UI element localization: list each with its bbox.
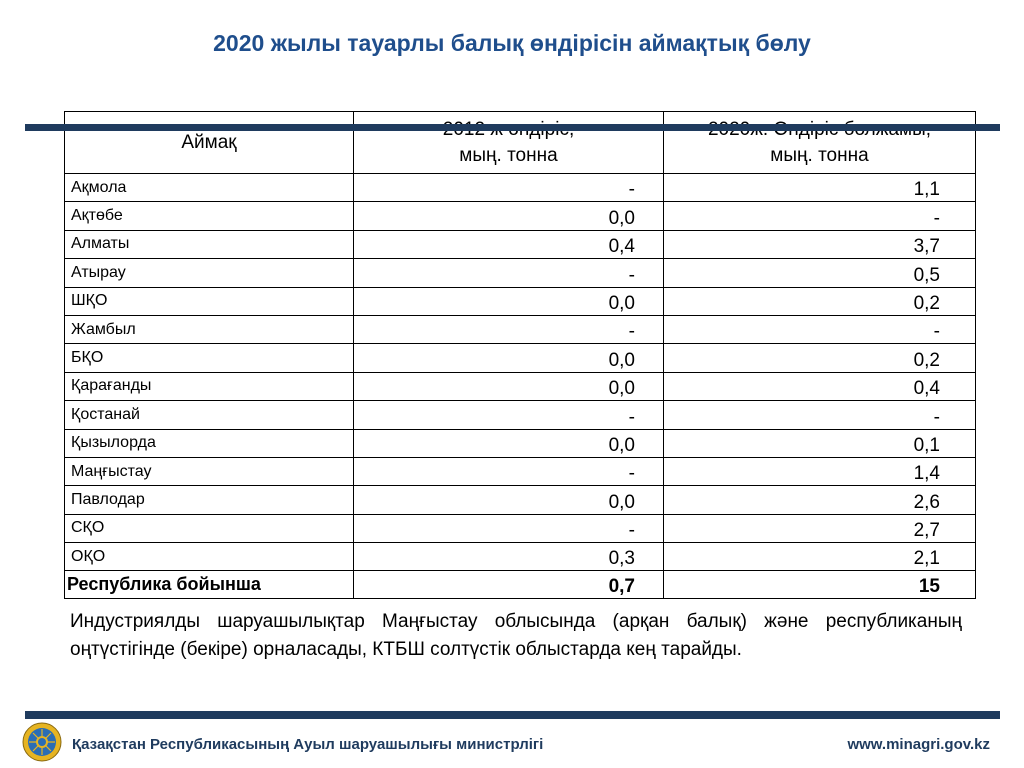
cell-2020: 3,7: [664, 230, 976, 258]
cell-2012: 0,0: [354, 202, 664, 230]
table-row: [65, 401, 976, 429]
cell-2012: -: [354, 174, 664, 202]
cell-2020: 0,2: [664, 287, 976, 315]
cell-2020: -: [664, 315, 976, 343]
bottom-divider-bar: [25, 711, 1000, 719]
cell-2012: -: [354, 259, 664, 287]
cell-region: Ақтөбе: [65, 202, 354, 230]
header-2020-line2: мың. тонна: [770, 144, 869, 166]
cell-2020: -: [664, 401, 976, 429]
cell-2012: -: [354, 315, 664, 343]
cell-region: Қарағанды: [65, 372, 354, 400]
cell-region: Жамбыл: [65, 315, 354, 343]
table-row: [65, 259, 976, 287]
cell-2012: 0,0: [354, 344, 664, 372]
cell-2020: 0,1: [664, 429, 976, 457]
cell-total-2012: 0,7: [354, 571, 664, 599]
cell-region: Павлодар: [65, 486, 354, 514]
table-row: [65, 344, 976, 372]
header-2012-line2: мың. тонна: [459, 144, 558, 166]
cell-region: БҚО: [65, 344, 354, 372]
table-row: [65, 287, 976, 315]
cell-2020: 0,5: [664, 259, 976, 287]
table-header-row: [65, 112, 976, 174]
header-2020: [664, 112, 976, 174]
table-row: [65, 457, 976, 485]
cell-2020: 2,6: [664, 486, 976, 514]
table-row: [65, 486, 976, 514]
cell-2020: 2,1: [664, 543, 976, 571]
cell-region: Қостанай: [65, 401, 354, 429]
top-divider-bar: [25, 124, 1000, 131]
cell-2012: -: [354, 457, 664, 485]
cell-2020: 2,7: [664, 514, 976, 542]
cell-2012: -: [354, 401, 664, 429]
cell-2020: 0,2: [664, 344, 976, 372]
page-title: 2020 жылы тауарлы балық өндірісін аймақтық бөлу: [213, 30, 811, 56]
cell-region: СҚО: [65, 514, 354, 542]
cell-2020: 1,1: [664, 174, 976, 202]
cell-region: Алматы: [65, 230, 354, 258]
cell-2020: 0,4: [664, 372, 976, 400]
table-row: [65, 315, 976, 343]
ministry-name: Қазақстан Республикасының Ауыл шаруашылығы министрлігі: [72, 736, 544, 753]
cell-total-2020: 15: [664, 571, 976, 599]
cell-2012: 0,0: [354, 486, 664, 514]
cell-region: ШҚО: [65, 287, 354, 315]
header-region: Аймақ: [65, 112, 354, 174]
table-row: [65, 543, 976, 571]
cell-2012: 0,4: [354, 230, 664, 258]
table-total-row: [65, 571, 976, 599]
table-row: [65, 429, 976, 457]
state-emblem-icon: [22, 722, 62, 762]
production-table: [64, 111, 976, 599]
table-row: [65, 202, 976, 230]
cell-region: Қызылорда: [65, 429, 354, 457]
cell-2012: 0,3: [354, 543, 664, 571]
table-row: [65, 514, 976, 542]
header-2012: [354, 112, 664, 174]
cell-2012: 0,0: [354, 372, 664, 400]
cell-region: Атырау: [65, 259, 354, 287]
cell-2012: 0,0: [354, 287, 664, 315]
cell-2020: 1,4: [664, 457, 976, 485]
cell-region: Ақмола: [65, 174, 354, 202]
cell-2012: -: [354, 514, 664, 542]
table-row: [65, 230, 976, 258]
cell-region: ОҚО: [65, 543, 354, 571]
table-row: [65, 174, 976, 202]
cell-total-region: Республика бойынша: [65, 571, 354, 599]
production-table-container: [64, 111, 975, 599]
website-link[interactable]: www.minagri.gov.kz: [847, 736, 990, 753]
note-paragraph: Индустриялды шаруашылықтар Маңғыстау облысында (арқан балық) және республиканың оңтүстігінде (бекіре) орналасады, КТБШ солтүстік облыстарда кең тарайды.: [70, 611, 962, 660]
cell-2012: 0,0: [354, 429, 664, 457]
cell-2020: -: [664, 202, 976, 230]
cell-region: Маңғыстау: [65, 457, 354, 485]
table-row: [65, 372, 976, 400]
